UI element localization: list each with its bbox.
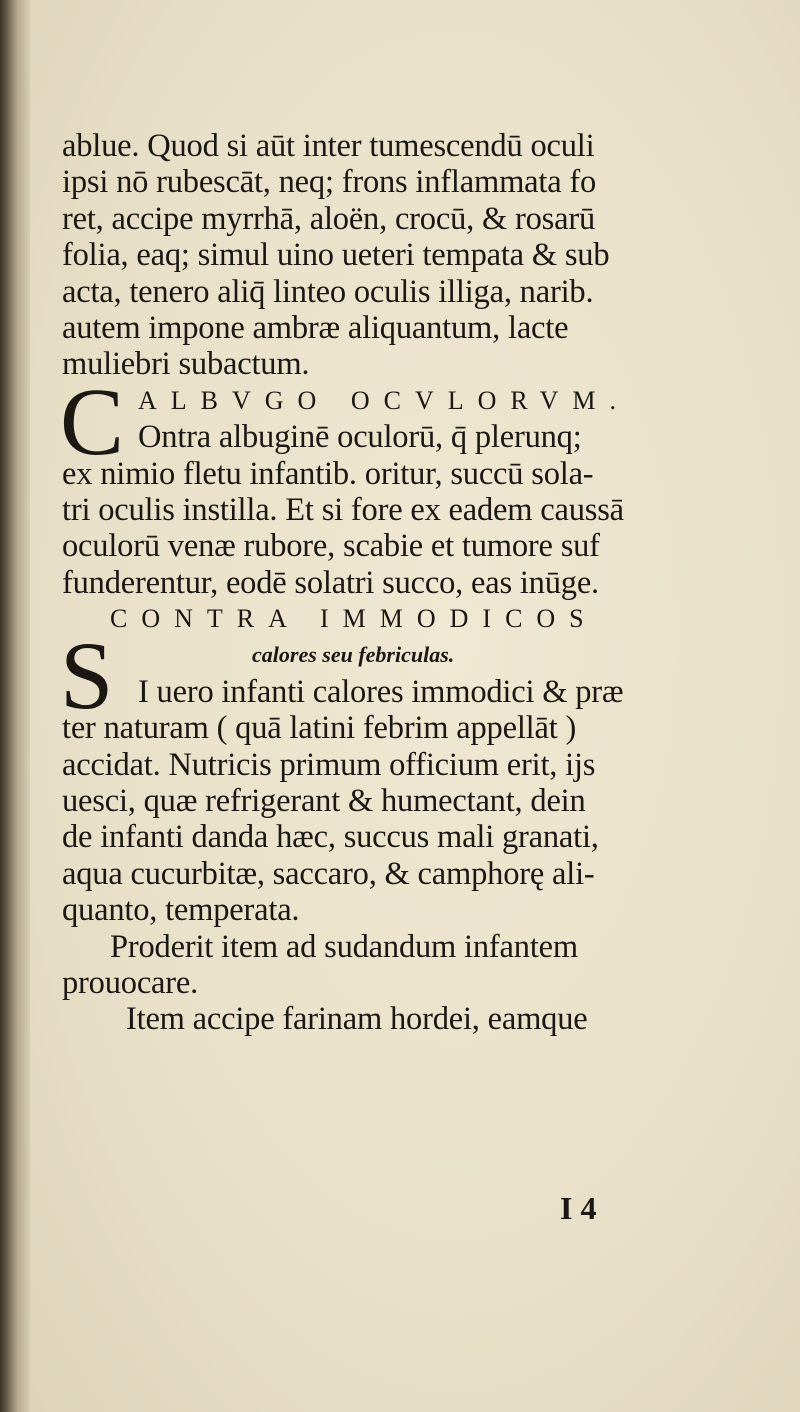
text-line: aqua cucurbitæ, saccaro, & camphorę ali- [62, 855, 595, 892]
text-line: tri oculis instilla. Et si fore ex eadem caussā [62, 491, 624, 528]
text-line: ex nimio fletu infantib. oritur, succū sola- [62, 455, 594, 492]
signature-mark: I 4 [560, 1190, 597, 1226]
text-line: accidat. Nutricis primum officium erit, ijs [62, 746, 596, 783]
text-line: acta, tenero aliq̄ linteo oculis illiga, narib. [62, 273, 594, 310]
section-subheading: calores seu febriculas. [252, 642, 455, 668]
book-binding-edge [0, 0, 30, 1412]
text-line: Item accipe farinam hordei, eamque [126, 1001, 588, 1038]
text-line: folia, eaq; simul uino ueteri tempata & sub [62, 237, 610, 274]
text-line: ipsi nō rubescāt, neq; frons inflammata fo [62, 164, 597, 201]
text-line: de infanti danda hæc, succus mali granati, [62, 819, 599, 856]
text-line: muliebri subactum. [62, 346, 310, 383]
text-line: ret, accipe myrrhā, aloën, crocū, & rosarū [62, 200, 596, 237]
text-line: funderentur, eodē solatri succo, eas inūge. [62, 564, 599, 601]
text-line: ter naturam ( quā latini febrim appellāt ) [62, 710, 577, 747]
text-line: oculorū venæ rubore, scabie et tumore suf [62, 528, 600, 565]
text-line: quanto, temperata. [62, 892, 300, 929]
text-line: I uero infanti calores immodici & præ [138, 673, 624, 710]
drop-cap-initial: C [60, 367, 125, 475]
text-line: uesci, quæ refrigerant & humectant, dein [62, 783, 586, 820]
section-heading: CONTRA IMMODICOS [110, 604, 598, 634]
text-line: Ontra albuginē oculorū, q̄ plerunq; [138, 419, 582, 456]
section-calores [60, 622, 712, 929]
text-line: autem impone ambræ aliquantum, lacte [62, 309, 569, 346]
section-heading: ALBVGO OCVLORVM. [138, 385, 631, 415]
text-line: prouocare. [62, 964, 199, 1001]
text-line: ablue. Quod si aūt inter tumescendū oculi [62, 128, 595, 164]
text-line: Proderit item ad sudandum infantem [110, 928, 578, 965]
section-albugo [60, 367, 712, 601]
text-block [62, 128, 712, 1038]
drop-cap-initial: S [60, 622, 114, 730]
